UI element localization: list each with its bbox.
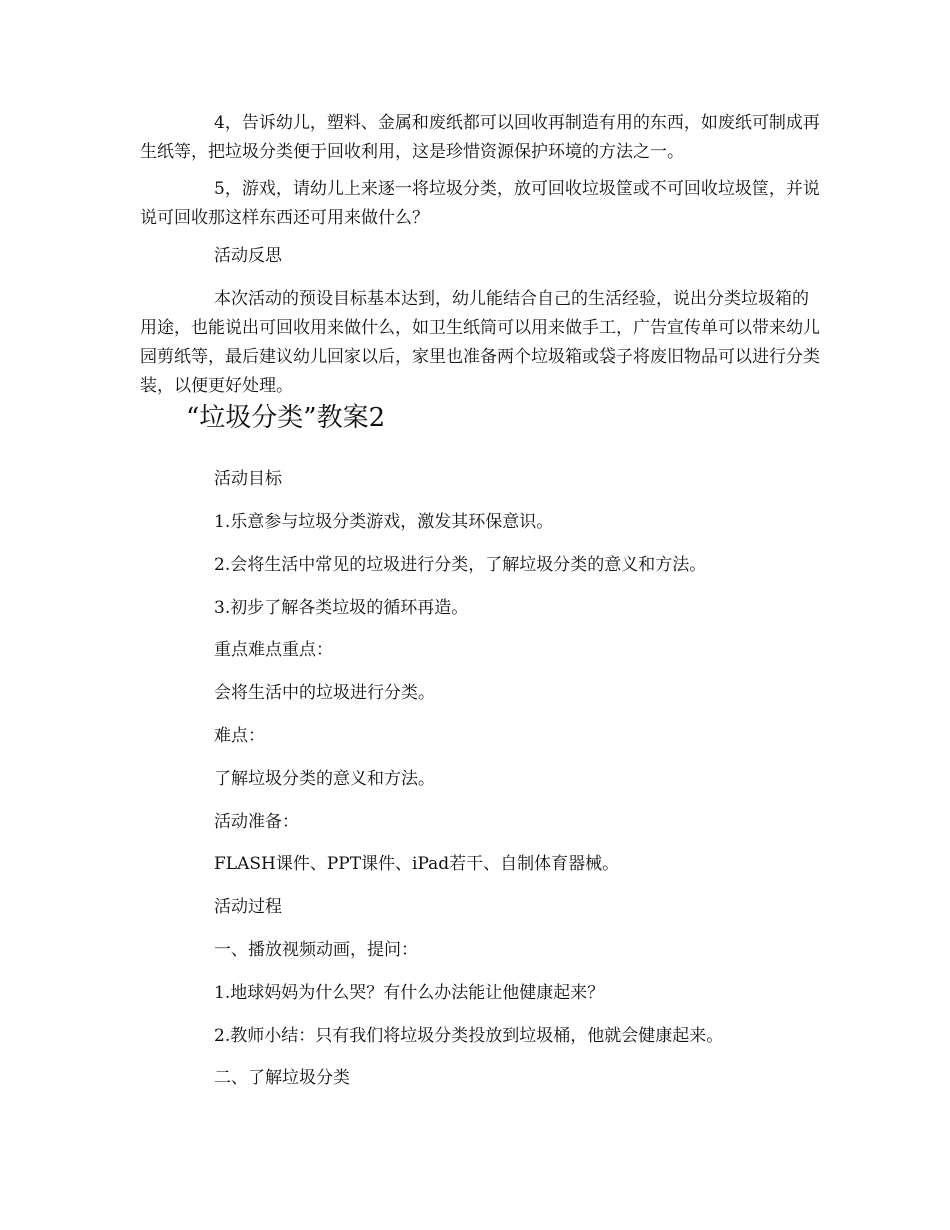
line-key-point: 会将生活中的垃圾进行分类。 <box>214 683 435 703</box>
line-difficulty: 了解垃圾分类的意义和方法。 <box>214 769 435 789</box>
line-preparation: FLASH课件、PPT课件、iPad若干、自制体育器械。 <box>214 854 620 874</box>
line-question-1: 1.地球妈妈为什么哭？有什么办法能让他健康起来？ <box>214 983 605 1003</box>
line-process-step-1: 一、播放视频动画，提问： <box>214 940 418 960</box>
line-preparation-label: 活动准备： <box>214 812 299 832</box>
line-process-step-2: 二、了解垃圾分类 <box>214 1068 350 1088</box>
line-process-label: 活动过程 <box>214 897 282 917</box>
reflection-label: 活动反思 <box>214 246 282 266</box>
line-objectives-label: 活动目标 <box>214 469 282 489</box>
section-title: “垃圾分类”教案2 <box>186 403 386 433</box>
line-objective-2: 2.会将生活中常见的垃圾进行分类，了解垃圾分类的意义和方法。 <box>214 555 707 575</box>
paragraph-reflection: 本次活动的预设目标基本达到，幼儿能结合自己的生活经验，说出分类垃圾箱的用途，也能说出可回收用来做什么，如卫生纸筒可以用来做手工，广告宣传单可以带来幼儿园剪纸等，最后建议幼儿回家以后，家里也准备两个垃圾箱或袋子将废旧物品可以进行分类装，以便更好处理。 <box>140 289 820 396</box>
line-difficulty-label: 难点： <box>214 726 265 746</box>
line-summary-2: 2.教师小结：只有我们将垃圾分类投放到垃圾桶，他就会健康起来。 <box>214 1026 724 1046</box>
line-objective-1: 1.乐意参与垃圾分类游戏，激发其环保意识。 <box>214 512 554 532</box>
paragraph-step-5: 5，游戏，请幼儿上来逐一将垃圾分类，放可回收垃圾筐或不可回收垃圾筐，并说说可回收那这样东西还可用来做什么？ <box>140 179 820 228</box>
line-key-points-label: 重点难点重点： <box>214 640 333 660</box>
line-objective-3: 3.初步了解各类垃圾的循环再造。 <box>214 598 469 618</box>
paragraph-step-4: 4，告诉幼儿，塑料、金属和废纸都可以回收再制造有用的东西，如废纸可制成再生纸等，把垃圾分类便于回收利用，这是珍惜资源保护环境的方法之一。 <box>140 113 820 162</box>
